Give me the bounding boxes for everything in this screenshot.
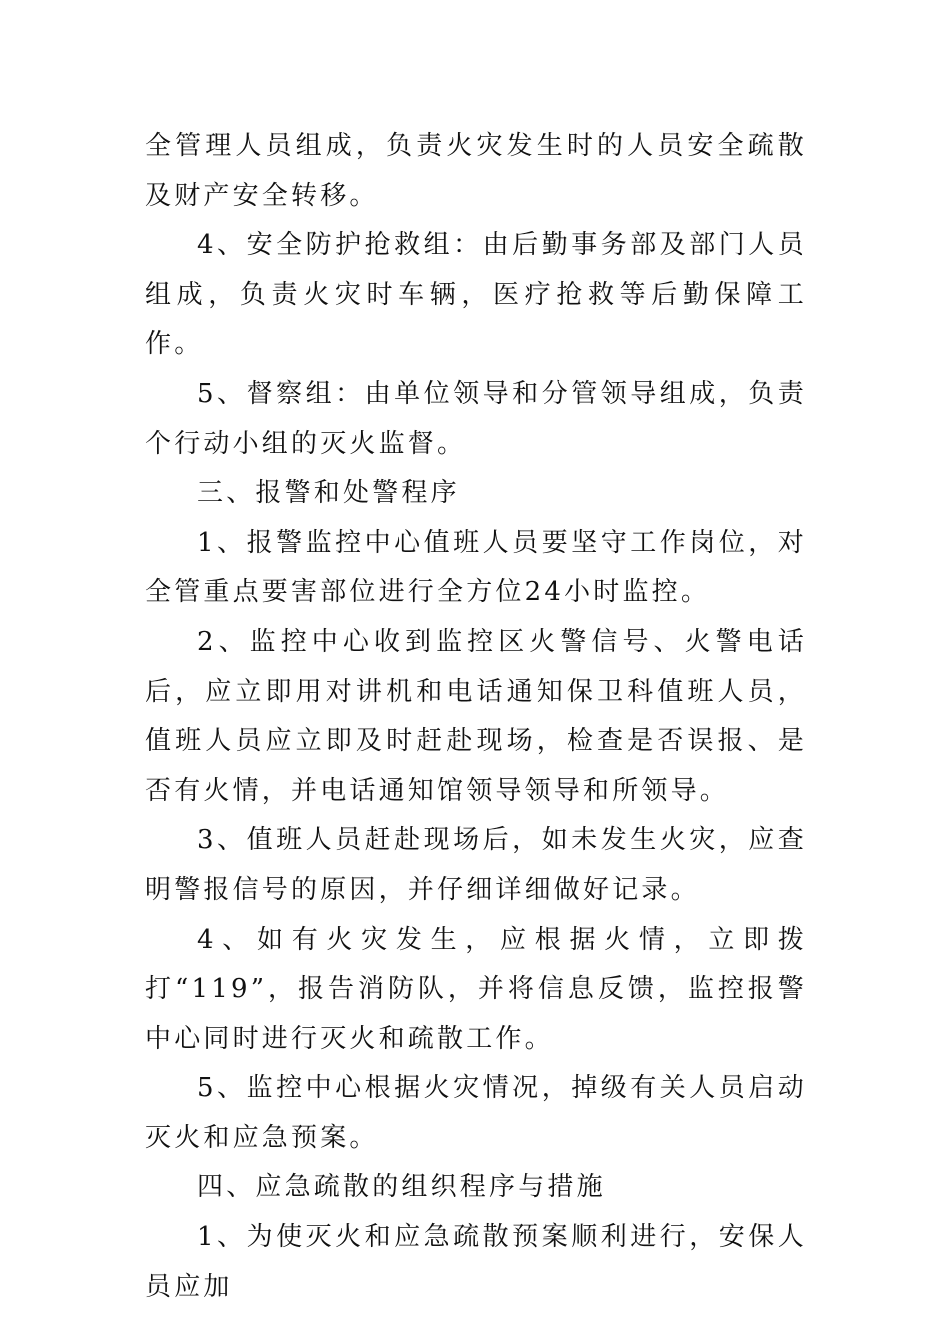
- paragraph-safety-rescue-team: 4、安全防护抢救组：由后勤事务部及部门人员组成，负责火灾时车辆，医疗抢救等后勤保障工作。: [145, 230, 807, 360]
- paragraph-alarm-step-5: 5、监控中心根据火灾情况，掉级有关人员启动灭火和应急预案。: [145, 1073, 807, 1153]
- paragraph-alarm-step-1: 1、报警监控中心值班人员要坚守工作岗位，对全管重点要害部位进行全方位24小时监控。: [145, 527, 807, 608]
- paragraph-alarm-step-3: 3、值班人员赶赴现场后，如未发生火灾，应查明警报信号的原因，并仔细详细做好记录。: [145, 825, 807, 905]
- paragraph-alarm-step-2: 2、监控中心收到监控区火警信号、火警电话后，应立即用对讲机和电话通知保卫科值班人员，值班人员应立即及时赶赴现场，检查是否误报、是否有火情，并电话通知馆领导领导和所领导。: [145, 626, 807, 806]
- section-heading-alarm-procedure: 三、报警和处警程序: [197, 478, 460, 509]
- paragraph-evacuation-step-1: 1、为使灭火和应急疏散预案顺利进行，安保人员应加: [145, 1222, 807, 1302]
- section-heading-evacuation: 四、应急疏散的组织程序与措施: [197, 1172, 606, 1203]
- document-body: [145, 122, 807, 1312]
- paragraph-supervision-team: 5、督察组：由单位领导和分管领导组成，负责个行动小组的灭火监督。: [145, 378, 807, 459]
- paragraph-continuation: 全管理人员组成，负责火灾发生时的人员安全疏散及财产安全转移。: [145, 131, 807, 211]
- paragraph-alarm-step-4: 4、如有火灾发生，应根据火情，立即拨打“119”，报告消防队，并将信息反馈，监控报警中心同时进行灭火和疏散工作。: [145, 924, 807, 1054]
